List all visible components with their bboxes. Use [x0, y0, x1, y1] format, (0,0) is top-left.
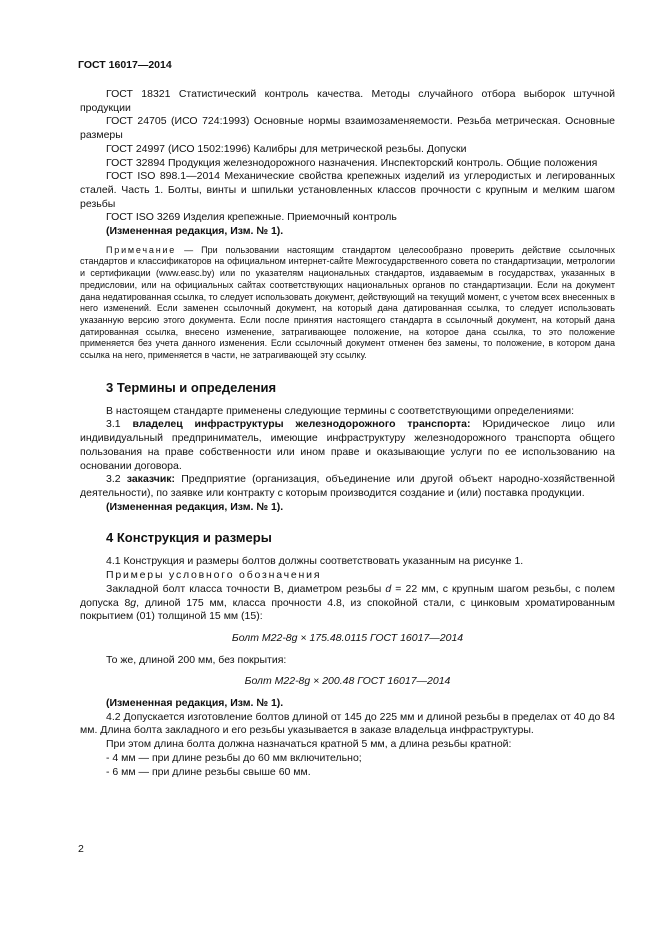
term-definition: Предприятие (организация, объединение или другой объект народно-хозяйственной деятельности), по заявке или контракту с которым производится создание и (или) поставка продукции.	[80, 473, 615, 499]
ref-item: ГОСТ 24997 (ИСО 1502:1996) Калибры для метрической резьбы. Допуски	[106, 142, 467, 155]
example-2: То же, длиной 200 мм, без покрытия:	[106, 653, 287, 666]
note-text: — При пользовании настоящим стандартом целесообразно проверить действие ссылочных стандартов и классификаторов на официальном интернет-сайте Межгосударственного совета по стандартизации, метрологии и сертификации (www.easc.by) или по указателям национальных стандартов, издаваемым в государствах, указанных в предисловии, или на официальных сайтах соответствующих национальных органов по стандартизации. Если на документ дана недатированная ссылка, то следует использовать документ, действующий на текущий момент, с учетом всех внесенных в него изменений. Если заменен ссылочный документ, на который дана датированная ссылка, то следует использовать указанную версию этого документа. Если после принятия настоящего стандарта в ссылочный документ, на который дана датированная ссылка, внесено изменение, затрагивающее положение, на которое дана ссылка, то это положение применяется без учета данного изменения. Если ссылочный документ отменен без замены, то положение, в котором дана ссылка на него, применяется в части, не затрагивающей эту ссылку.	[80, 244, 615, 361]
page-header: ГОСТ 16017—2014	[78, 59, 172, 71]
term-number: 3.2	[106, 473, 127, 486]
section-4-title: 4 Конструкция и размеры	[106, 530, 272, 546]
examples-heading: Примеры условного обозначения	[106, 569, 322, 582]
amendment-note: (Измененная редакция, Изм. № 1).	[106, 697, 284, 710]
ref-item: ГОСТ ISO 3269 Изделия крепежные. Приемочный контроль	[106, 211, 397, 224]
paragraph-4-2: 4.2 Допускается изготовление болтов длиной от 145 до 225 мм и длиной резьбы в пределах от 40 до 84 мм. Длина болта закладного и его резьбы указывается в заказе владельца инфраструктуры.	[80, 710, 615, 737]
terms-intro: В настоящем стандарте применены следующие термины с соответствующими определениями:	[106, 404, 575, 417]
note-label: Примечание	[106, 244, 177, 255]
designation-formula: Болт М22-8g × 175.48.0115 ГОСТ 16017—2014	[231, 631, 464, 644]
ref-item: ГОСТ 32894 Продукция железнодорожного назначения. Инспекторский контроль. Общие положения	[106, 156, 598, 169]
paragraph-4-1: 4.1 Конструкция и размеры болтов должны соответствовать указанным на рисунке 1.	[106, 555, 524, 568]
ref-item: ГОСТ 18321 Статистический контроль качества. Методы случайного отбора выборок штучной продукции	[80, 88, 615, 114]
ref-item: ГОСТ 24705 (ИСО 724:1993) Основные нормы взаимозаменяемости. Резьба метрическая. Основные размеры	[80, 115, 615, 142]
note-block	[80, 245, 615, 362]
list-item: - 6 мм — при длине резьбы свыше 60 мм.	[106, 765, 311, 778]
term-number: 3.1	[106, 418, 133, 431]
section-3-title: 3 Термины и определения	[106, 379, 277, 395]
term-name: владелец инфраструктуры железнодорожного транспорта:	[132, 418, 471, 431]
example-1: Закладной болт класса точности В, диаметром резьбы d = 22 мм, с крупным шагом резьбы, с полем допуска 8g, длиной 175 мм, класса прочности 4.8, из спокойной стали, с цинковым хроматированным покрытием (01) толщиной 15 мм (15):	[80, 582, 615, 623]
amendment-note: (Измененная редакция, Изм. № 1).	[106, 500, 284, 513]
list-item: - 4 мм — при длине резьбы до 60 мм включительно;	[106, 751, 362, 764]
page-number: 2	[78, 843, 84, 855]
term-name: заказчик:	[126, 473, 176, 486]
ref-item: ГОСТ ISO 898.1—2014 Механические свойства крепежных изделий из углеродистых и легированных сталей. Часть 1. Болты, винты и шпильки установленных классов прочности с крупным и мелким шагом резьбы	[80, 170, 615, 210]
document-body	[80, 88, 615, 779]
paragraph-4-2b: При этом длина болта должна назначаться кратной 5 мм, а длина резьбы кратной:	[106, 738, 512, 751]
designation-formula: Болт М22-8g × 200.48 ГОСТ 16017—2014	[244, 675, 451, 688]
amendment-note: (Измененная редакция, Изм. № 1).	[106, 225, 284, 238]
term-definition: Юридическое лицо или индивидуальный предприниматель, имеющие инфраструктуру железнодорожного транспорта общего пользования на праве собственности или ином праве и оказывающие услуги по ее использованию на основании договора.	[80, 418, 616, 472]
